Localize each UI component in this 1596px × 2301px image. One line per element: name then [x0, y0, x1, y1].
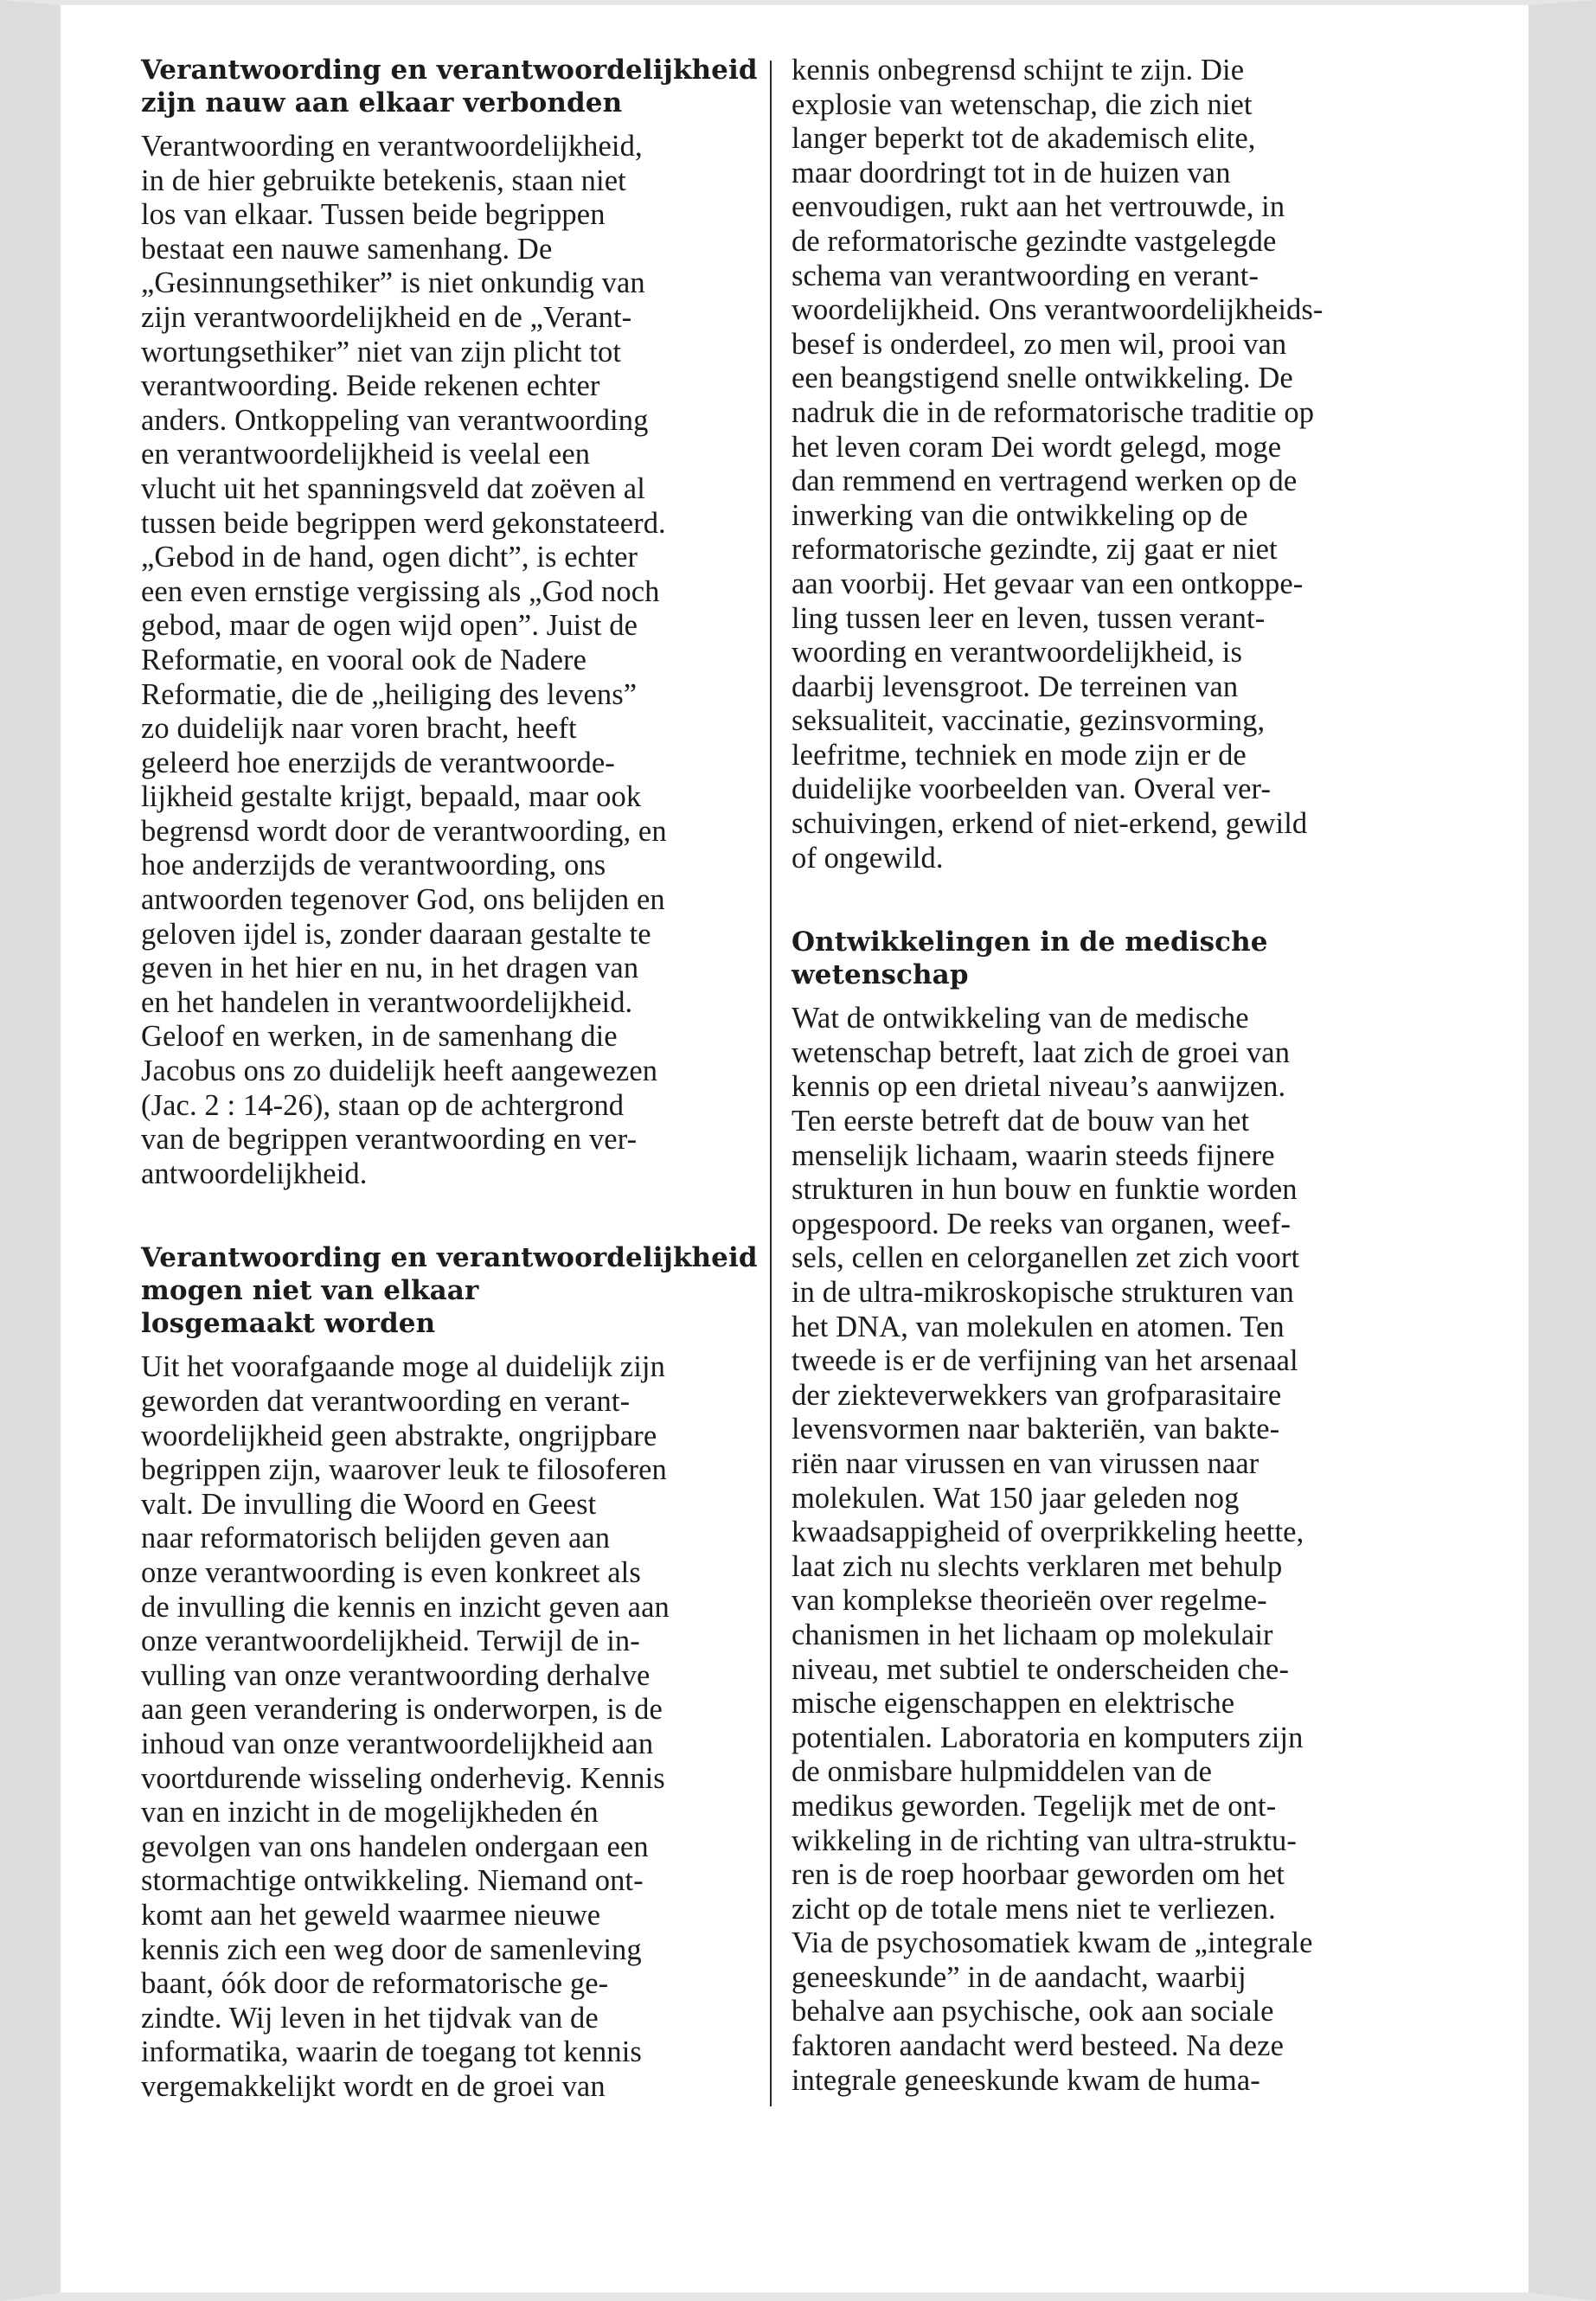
- text-line: zo duidelijk naar voren bracht, heeft: [141, 712, 577, 746]
- text-line: onze verantwoordelijkheid. Terwijl de in-: [141, 1625, 640, 1658]
- text-line: integrale geneeskunde kwam de huma-: [792, 2063, 1260, 2097]
- text-line: reformatorische gezindte, zij gaat er niet: [792, 533, 1278, 567]
- text-line: naar reformatorisch belijden geven aan: [141, 1522, 611, 1555]
- text-line: een even ernstige vergissing als „God noch: [141, 574, 660, 608]
- text-line: levensvormen naar bakteriën, van bakte-: [792, 1413, 1280, 1446]
- text-line: „Gebod in de hand, ogen dicht”, is echter: [141, 541, 638, 574]
- text-line: hoe anderzijds de verantwoording, ons: [141, 849, 606, 882]
- left-column: [141, 54, 772, 2104]
- text-line: het leven coram Dei wordt gelegd, moge: [792, 430, 1282, 464]
- text-line: woordelijkheid. Ons verantwoordelijkheids-: [792, 293, 1324, 327]
- text-line: kennis onbegrensd schijnt te zijn. Die: [792, 54, 1245, 87]
- text-line: chanismen in het lichaam op molekulair: [792, 1618, 1273, 1651]
- text-line: geleerd hoe enerzijds de verantwoorde-: [141, 746, 615, 779]
- text-line: lijkheid gestalte krijgt, bepaald, maar ook: [141, 780, 642, 814]
- text-line: voortdurende wisseling onderhevig. Kennis: [141, 1761, 665, 1795]
- text-line: strukturen in hun bouw en funktie worden: [792, 1173, 1298, 1207]
- paragraph: [141, 1350, 772, 2104]
- text-line: ling tussen leer en leven, tussen verant-: [792, 601, 1266, 635]
- text-line: schema van verantwoording en verant-: [792, 259, 1259, 292]
- text-line: zindte. Wij leven in het tijdvak van de: [141, 2001, 599, 2035]
- text-line: onze verantwoording is even konkreet als: [141, 1555, 641, 1589]
- text-line: zicht op de totale mens niet te verliezen.: [792, 1892, 1276, 1926]
- right-column: [792, 54, 1449, 2098]
- text-line: aan geen verandering is onderworpen, is de: [141, 1693, 663, 1727]
- paragraph: [792, 54, 1449, 875]
- text-line: van komplekse theorieën over regelme-: [792, 1584, 1267, 1618]
- text-line: potentialen. Laboratoria en komputers zijn: [792, 1721, 1304, 1754]
- text-line: geworden dat verantwoording en verant-: [141, 1385, 631, 1418]
- text-line: geven in het hier en nu, in het dragen van: [141, 952, 639, 985]
- text-line: in de ultra-mikroskopische strukturen van: [792, 1276, 1294, 1309]
- text-line: wikkeling in de richting van ultra-struktu-: [792, 1823, 1297, 1857]
- text-line: dan remmend en vertragend werken op de: [792, 465, 1298, 498]
- section-2: [141, 1241, 772, 2104]
- text-line: antwoordelijkheid.: [141, 1157, 368, 1190]
- text-line: tweede is er de verfijning van het arsenaal: [792, 1344, 1298, 1378]
- text-line: faktoren aandacht werd besteed. Na deze: [792, 2029, 1285, 2063]
- text-line: Geloof en werken, in de samenhang die: [141, 1020, 618, 1054]
- text-line: menselijk lichaam, waarin steeds fijnere: [792, 1138, 1275, 1172]
- text-line: antwoorden tegenover God, ons belijden en: [141, 883, 665, 917]
- text-line: leefritme, techniek en mode zijn er de: [792, 738, 1247, 772]
- text-line: woordelijkheid geen abstrakte, ongrijpbare: [141, 1419, 657, 1452]
- text-line: nadruk die in de reformatorische traditie op: [792, 395, 1315, 429]
- text-line: Uit het voorafgaande moge al duidelijk zijn: [141, 1350, 665, 1384]
- text-line: woording en verantwoordelijkheid, is: [792, 636, 1242, 670]
- section-heading: Verantwoording en verantwoordelijkheid zijn nauw aan elkaar verbonden: [141, 54, 758, 119]
- text-line: laat zich nu slechts verklaren met behulp: [792, 1549, 1283, 1583]
- text-line: baant, óók door de reformatorische ge-: [141, 1967, 609, 2001]
- text-line: komt aan het geweld waarmee nieuwe: [141, 1898, 601, 1932]
- text-line: van de begrippen verantwoording en ver-: [141, 1123, 638, 1157]
- text-line: wetenschap betreft, laat zich de groei van: [792, 1035, 1291, 1069]
- text-line: Ten eerste betreft dat de bouw van het: [792, 1105, 1250, 1138]
- text-line: „Gesinnungsethiker” is niet onkundig van: [141, 266, 645, 300]
- column-divider: [770, 61, 772, 2106]
- text-line: stormachtige ontwikkeling. Niemand ont-: [141, 1864, 644, 1898]
- text-line: ren is de roep hoorbaar geworden om het: [792, 1858, 1285, 1892]
- text-line: een beangstigend snelle ontwikkeling. De: [792, 362, 1293, 395]
- text-line: Reformatie, en vooral ook de Nadere: [141, 643, 587, 676]
- text-line: schuivingen, erkend of niet-erkend, gewild: [792, 807, 1308, 841]
- text-line: gebod, maar de ogen wijd open”. Juist de: [141, 609, 638, 643]
- text-line: valt. De invulling die Woord en Geest: [141, 1487, 597, 1521]
- text-line: wortungsethiker” niet van zijn plicht tot: [141, 335, 622, 369]
- text-line: begrippen zijn, waarover leuk te filosoferen: [141, 1453, 667, 1487]
- text-line: anders. Ontkoppeling van verantwoording: [141, 403, 649, 437]
- section-heading: Verantwoording en verantwoordelijkheid mogen niet van elkaar losgemaakt worden: [141, 1242, 758, 1340]
- text-line: Reformatie, die de „heiliging des levens”: [141, 677, 638, 711]
- text-line: en verantwoordelijkheid is veelal een: [141, 438, 591, 471]
- text-line: begrensd wordt door de verantwoording, en: [141, 814, 667, 848]
- text-line: eenvoudigen, rukt aan het vertrouwde, in: [792, 190, 1285, 224]
- text-line: sels, cellen en celorganellen zet zich voort: [792, 1241, 1300, 1275]
- text-line: langer beperkt tot de akademisch elite,: [792, 122, 1256, 156]
- text-line: in de hier gebruikte betekenis, staan niet: [141, 163, 626, 197]
- text-line: behalve aan psychische, ook aan sociale: [792, 1995, 1274, 2029]
- paragraph: [141, 130, 772, 1191]
- text-line: of ongewild.: [792, 841, 944, 875]
- text-line: kwaadsappigheid of overprikkeling heette,: [792, 1516, 1304, 1549]
- text-line: vergemakkelijkt wordt en de groei van: [141, 2069, 606, 2103]
- text-line: Via de psychosomatiek kwam de „integrale: [792, 1926, 1313, 1960]
- text-line: opgespoord. De reeks van organen, weef-: [792, 1207, 1292, 1240]
- text-line: de invulling die kennis en inzicht geven aan: [141, 1590, 670, 1624]
- text-line: mische eigenschappen en elektrische: [792, 1687, 1235, 1721]
- text-line: en het handelen in verantwoordelijkheid.: [141, 985, 633, 1019]
- text-line: explosie van wetenschap, die zich niet: [792, 87, 1253, 121]
- text-line: inwerking van die ontwikkeling op de: [792, 498, 1248, 532]
- text-line: Jacobus ons zo duidelijk heeft aangewezen: [141, 1054, 658, 1088]
- text-line: Wat de ontwikkeling van de medische: [792, 1002, 1249, 1035]
- text-line: medikus geworden. Tegelijk met de ont-: [792, 1789, 1277, 1823]
- section-heading: Ontwikkelingen in de medische wetenschap: [792, 926, 1268, 991]
- text-line: besef is onderdeel, zo men wil, prooi van: [792, 327, 1287, 361]
- text-line: gevolgen van ons handelen ondergaan een: [141, 1830, 649, 1863]
- text-line: riën naar virussen en van virussen naar: [792, 1446, 1259, 1480]
- text-line: (Jac. 2 : 14-26), staan op de achtergrond: [141, 1088, 625, 1122]
- text-line: het DNA, van molekulen en atomen. Ten: [792, 1310, 1285, 1343]
- text-line: zijn verantwoordelijkheid en de „Verant-: [141, 300, 632, 334]
- text-line: der ziekteverwekkers van grofparasitaire: [792, 1378, 1282, 1412]
- text-line: de onmisbare hulpmiddelen van de: [792, 1755, 1213, 1789]
- text-line: vlucht uit het spanningsveld dat zoëven al: [141, 471, 645, 505]
- text-line: van en inzicht in de mogelijkheden én: [141, 1796, 599, 1830]
- text-line: inhoud van onze verantwoordelijkheid aan: [141, 1727, 654, 1760]
- text-line: seksualiteit, vaccinatie, gezinsvorming,: [792, 704, 1266, 738]
- text-line: bestaat een nauwe samenhang. De: [141, 232, 553, 266]
- text-line: kennis zich een weg door de samenleving: [141, 1932, 642, 1966]
- text-line: tussen beide begrippen werd gekonstateerd.: [141, 506, 666, 540]
- section-1: [141, 54, 772, 1191]
- text-line: informatika, waarin de toegang tot kennis: [141, 2035, 642, 2069]
- text-line: niveau, met subtiel te onderscheiden che-: [792, 1652, 1290, 1686]
- text-line: molekulen. Wat 150 jaar geleden nog: [792, 1481, 1240, 1515]
- text-line: de reformatorische gezindte vastgelegde: [792, 224, 1277, 258]
- text-line: vulling van onze verantwoording derhalve: [141, 1658, 651, 1692]
- text-line: los van elkaar. Tussen beide begrippen: [141, 198, 606, 232]
- text-line: verantwoording. Beide rekenen echter: [141, 369, 600, 403]
- paragraph: [792, 1002, 1449, 2098]
- text-line: aan voorbij. Het gevaar van een ontkoppe-: [792, 567, 1304, 600]
- text-line: Verantwoording en verantwoordelijkheid,: [141, 130, 643, 163]
- text-line: kennis op een drietal niveau’s aanwijzen.: [792, 1070, 1286, 1104]
- text-line: daarbij levensgroot. De terreinen van: [792, 670, 1239, 703]
- text-line: geneeskunde” in de aandacht, waarbij: [792, 1960, 1247, 1994]
- section-3: [792, 926, 1449, 2098]
- text-line: geloven ijdel is, zonder daaraan gestalte te: [141, 917, 651, 951]
- text-line: maar doordringt tot in de huizen van: [792, 156, 1231, 189]
- text-line: duidelijke voorbeelden van. Overal ver-: [792, 772, 1272, 806]
